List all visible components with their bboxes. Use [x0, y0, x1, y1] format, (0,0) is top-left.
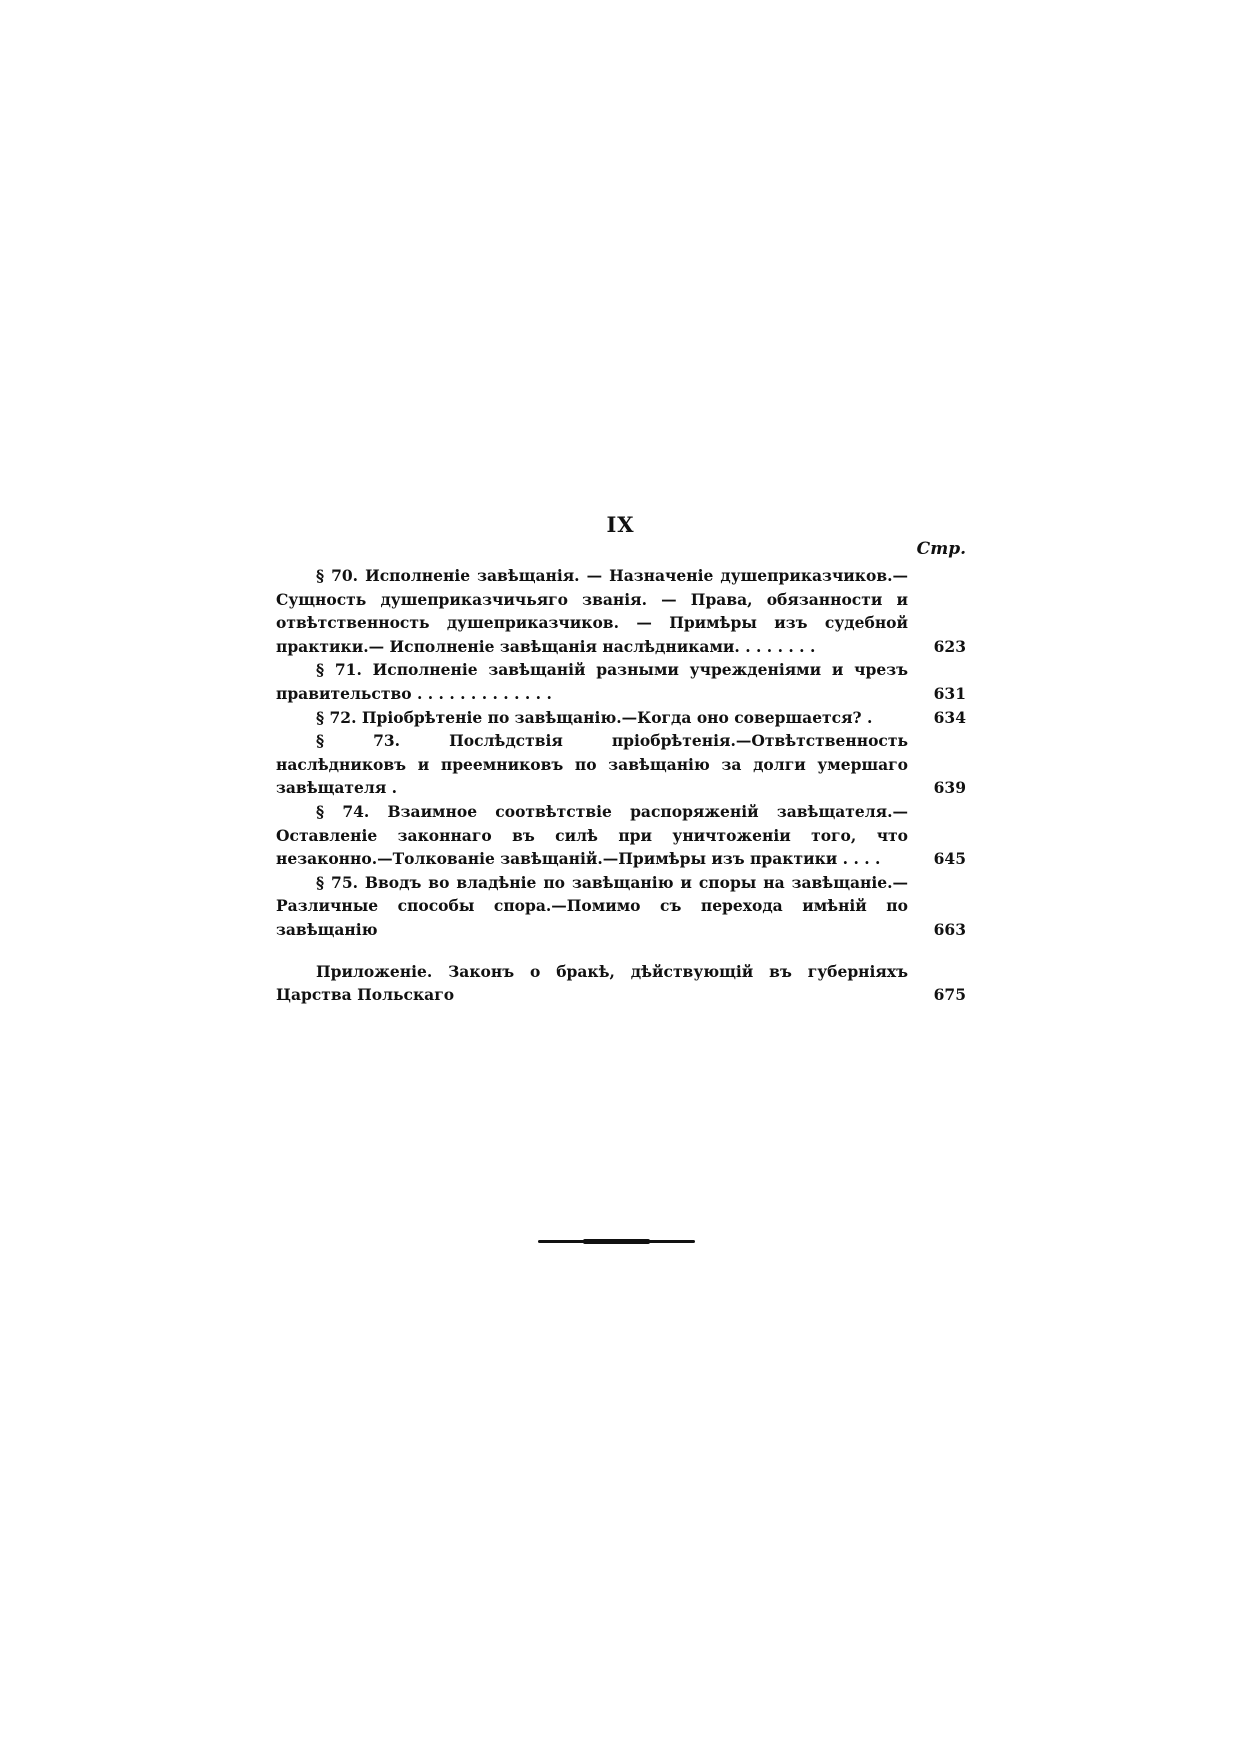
- toc-entry-text: § 71. Исполненіе завѣщаній разными учрежденіями и чрезъ правительство . . . . . . . . . . . . .: [276, 660, 908, 703]
- toc-entry-text: § 70. Исполненіе завѣщанія. — Назначеніе душеприказчиков.— Сущность душеприказчичьяго званія. — Права, обязанности и отвѣтственность душеприказчиков. — Примѣры изъ судебной практики.— Исполненіе завѣщанія наслѣдниками. . . . . . . .: [276, 566, 908, 656]
- toc-entry-text: § 72. Пріобрѣтеніе по завѣщанію.—Когда оно совершается? .: [316, 707, 873, 727]
- toc-entry-75: [276, 871, 966, 942]
- toc-entry-appendix: [276, 960, 966, 1007]
- toc-entry-page: 675: [933, 985, 966, 1005]
- toc-entry-74: [276, 800, 966, 871]
- toc-entry-73: [276, 729, 966, 800]
- toc-entry-text: § 75. Вводъ во владѣніе по завѣщанію и споры на завѣщаніе.— Различные способы спора.—Помимо съ перехода имѣній по завѣщанію: [276, 872, 908, 939]
- toc-entry-page: 623: [933, 636, 966, 656]
- toc-entry-72: [276, 706, 966, 730]
- page-number: IX: [606, 512, 635, 537]
- table-of-contents: [276, 538, 966, 1007]
- toc-entry-page: 634: [933, 707, 966, 727]
- toc-entry-71: [276, 658, 966, 705]
- toc-entry-text: § 74. Взаимное соотвѣтствіе распоряженій завѣщателя.—Оставленіе законнаго въ силѣ при уничтоженіи того, что незаконно.—Толкованіе завѣщаній.—Примѣры изъ практики . . . .: [276, 801, 908, 869]
- toc-entry-page: 663: [933, 919, 966, 939]
- toc-entry-page: 631: [933, 683, 966, 703]
- toc-entry-text: § 73. Послѣдствія пріобрѣтенія.—Отвѣтственность наслѣдниковъ и преемниковъ по завѣщанію за долги умершаго завѣщателя .: [276, 731, 908, 798]
- toc-entry-page: 639: [933, 778, 966, 798]
- decorative-rule: [538, 1240, 695, 1243]
- toc-entry-text: Приложеніе. Законъ о бракѣ, дѣйствующій въ губерніяхъ Царства Польскаго: [276, 961, 908, 1005]
- toc-entry-page: 645: [933, 849, 966, 869]
- page-column-header: Стр.: [916, 539, 966, 559]
- toc-entry-70: [276, 564, 966, 658]
